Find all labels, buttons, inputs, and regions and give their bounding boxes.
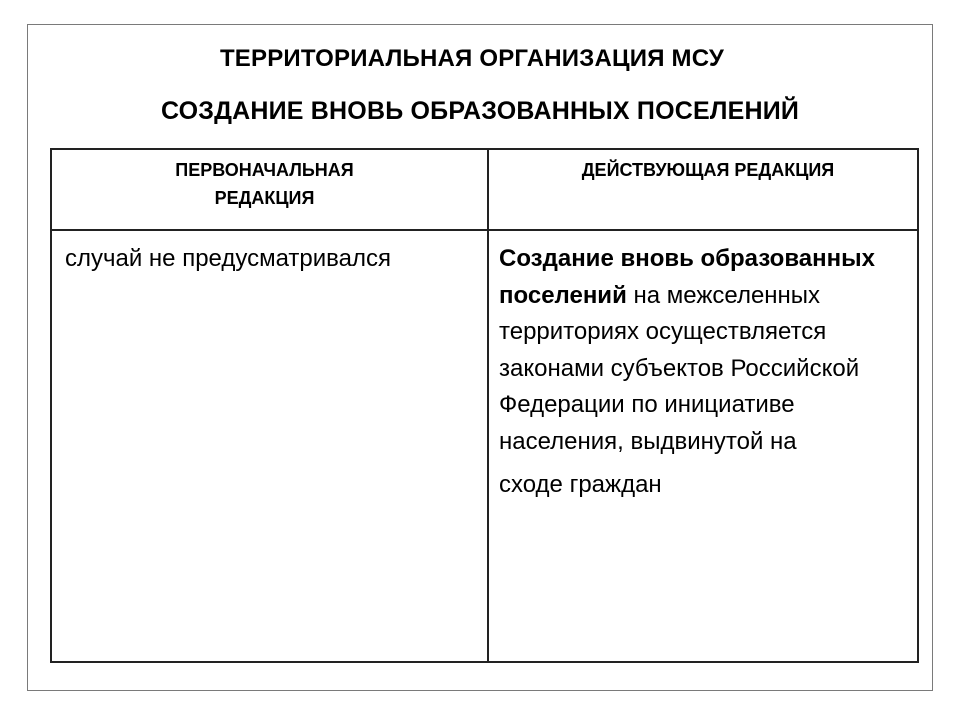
table-row [51, 230, 918, 662]
header-current-label: ДЕЙСТВУЮЩАЯ РЕДАКЦИЯ [581, 160, 835, 180]
header-original-edition [51, 149, 488, 230]
current-edition-bold-text: Создание вновь образованных поселений [499, 245, 875, 309]
current-edition-text: на межселенных территориях осуществляется законами субъектов Российской Федерации по инициативе населения, выдвинутой на [499, 281, 860, 455]
header-current-edition [488, 149, 918, 230]
original-edition-text: случай не предусматривался [65, 245, 391, 272]
original-edition-cell [51, 230, 488, 662]
slide-title: ТЕРРИТОРИАЛЬНАЯ ОРГАНИЗАЦИЯ МСУ [219, 45, 725, 72]
header-original-line1: ПЕРВОНАЧАЛЬНАЯ [175, 160, 354, 180]
slide-subtitle: СОЗДАНИЕ ВНОВЬ ОБРАЗОВАННЫХ ПОСЕЛЕНИЙ [160, 97, 800, 125]
table-header-row [51, 149, 918, 230]
comparison-table [50, 148, 919, 663]
current-edition-last-line: сходе граждан [499, 471, 662, 498]
current-edition-cell [488, 230, 918, 662]
header-original-line2: РЕДАКЦИЯ [214, 188, 315, 208]
